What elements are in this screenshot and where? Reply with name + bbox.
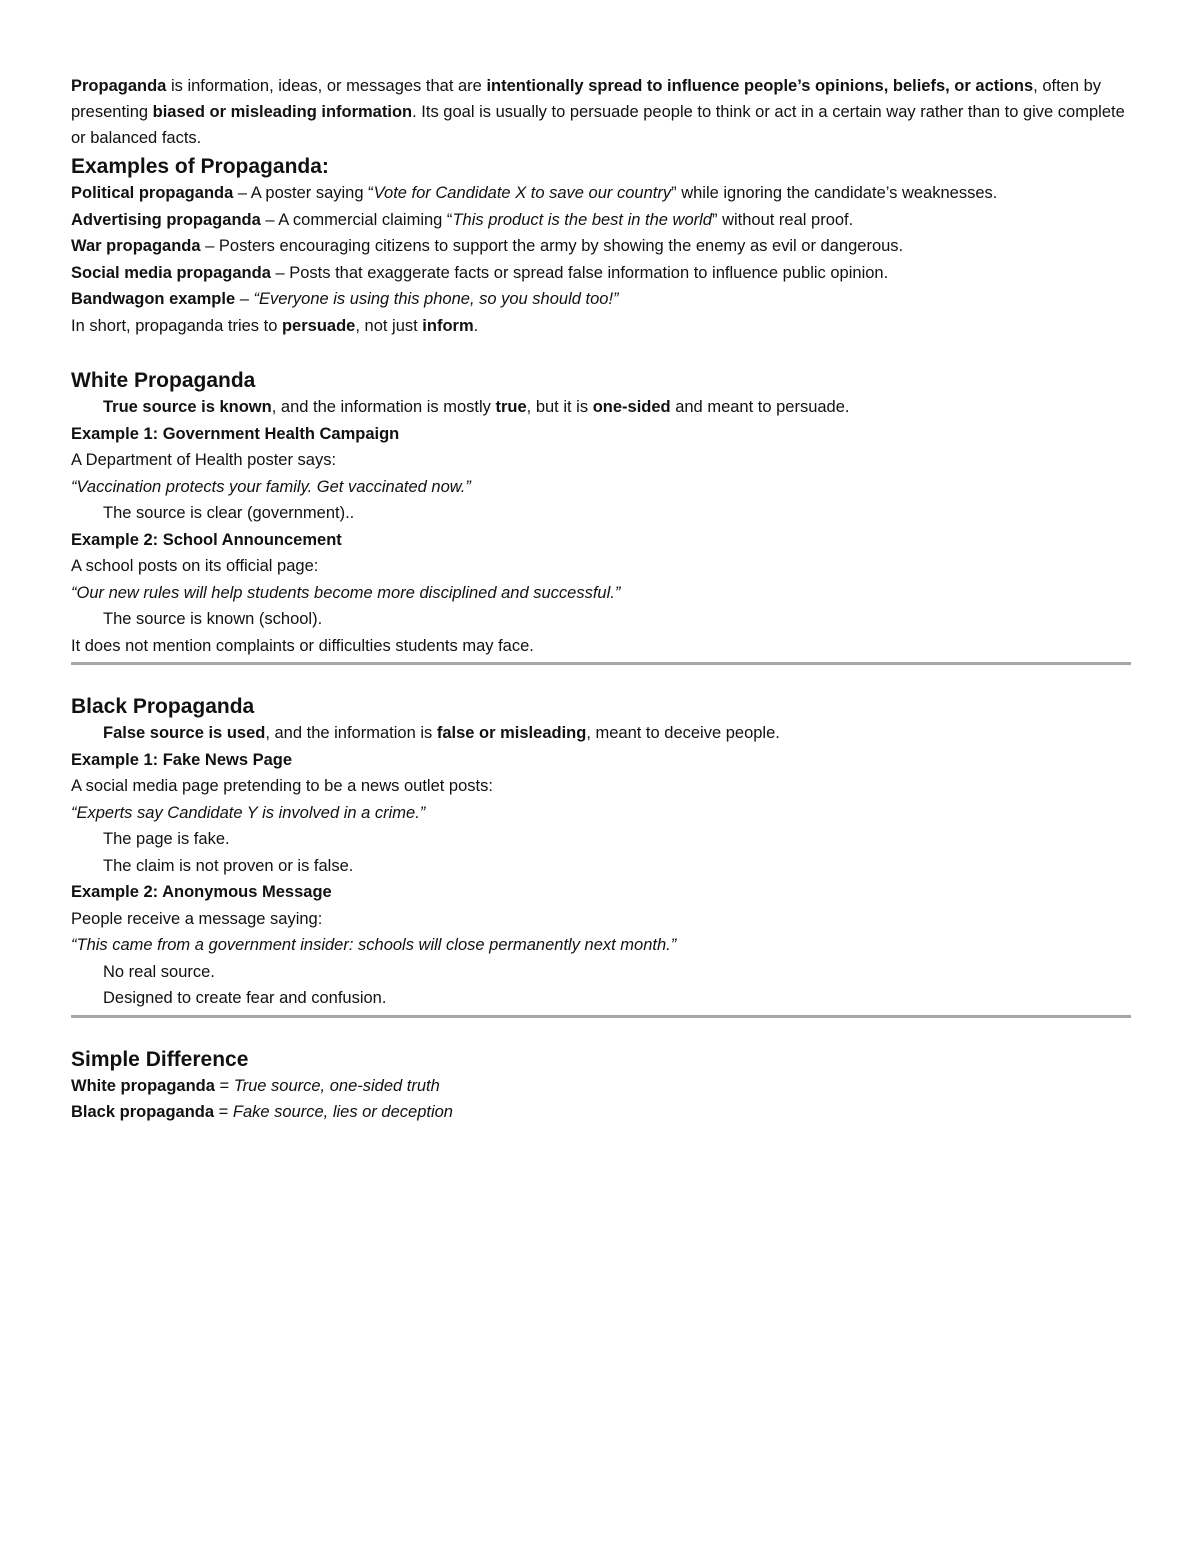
intro-text: , often by presenting xyxy=(71,77,1102,121)
example-label: Bandwagon example xyxy=(71,290,236,308)
white-propaganda-heading: White Propaganda xyxy=(71,369,256,392)
intro-emphasis: biased or misleading information xyxy=(152,103,413,121)
summary-text: , not just xyxy=(355,316,423,335)
definition-emphasis: False source is used xyxy=(103,724,266,742)
term-propaganda: Propaganda xyxy=(71,77,167,95)
intro-text: is information, ideas, or messages that are xyxy=(166,77,487,95)
definition-text: , meant to deceive people. xyxy=(586,724,780,742)
difference-white xyxy=(71,1073,1131,1100)
summary-text: In short, propaganda tries to xyxy=(71,316,282,335)
white-example1-quote xyxy=(71,474,1131,501)
black-propaganda-heading: Black Propaganda xyxy=(71,695,255,718)
difference-equals: = xyxy=(214,1103,233,1121)
example-quote: This product is the best in the world xyxy=(452,210,712,229)
intro-text: Its goal is usually to persuade people to think or act in a certain way rather than to give complete or balanced facts. xyxy=(71,103,1125,147)
summary-line xyxy=(71,313,1131,340)
black-example1-title xyxy=(71,747,1131,774)
example-text: ” without real proof. xyxy=(711,210,854,229)
example-political xyxy=(71,180,1131,207)
examples-heading: Examples of Propaganda: xyxy=(71,155,329,178)
summary-text: . xyxy=(473,316,479,335)
example-title: Example 2: Anonymous Message xyxy=(71,883,332,901)
white-definition xyxy=(71,394,1131,421)
difference-value: Fake source, lies or deception xyxy=(232,1103,453,1121)
definition-emphasis: True source is known xyxy=(103,398,272,416)
white-example1-note: The source is clear (government).. xyxy=(103,504,355,522)
example-social-media xyxy=(71,260,1131,287)
example-advertising xyxy=(71,207,1131,234)
white-example2-title xyxy=(71,527,1131,554)
definition-text: and meant to persuade. xyxy=(670,398,850,416)
definition-emphasis: false or misleading xyxy=(436,724,587,742)
definition-emphasis: one-sided xyxy=(592,398,671,416)
black-example1-note: The page is fake. xyxy=(103,830,230,848)
intro-text: . xyxy=(412,103,422,121)
definition-text: , and the information is xyxy=(265,724,437,742)
spacer xyxy=(71,1018,1131,1044)
black-example2-note: No real source. xyxy=(103,962,215,981)
definition-text: , and the information is mostly xyxy=(271,398,496,416)
example-text: – Posts that exaggerate facts or spread false information to influence public opinion. xyxy=(270,263,889,282)
black-example1-note: The claim is not proven or is false. xyxy=(103,856,354,875)
definition-emphasis: true xyxy=(495,398,527,416)
example-title: Example 2: School Announcement xyxy=(71,530,342,549)
intro-emphasis: intentionally spread to influence people’s opinions, beliefs, or actions xyxy=(486,77,1034,95)
black-example1-quote xyxy=(71,800,1131,827)
example-bandwagon xyxy=(71,286,1131,313)
difference-label: White propaganda xyxy=(71,1076,215,1095)
white-example2-quote xyxy=(71,580,1131,607)
summary-emphasis: inform xyxy=(422,316,474,335)
simple-difference-heading: Simple Difference xyxy=(71,1047,249,1071)
difference-black xyxy=(71,1099,1131,1126)
spacer xyxy=(71,665,1131,691)
document-body xyxy=(71,73,1131,1126)
example-text: – xyxy=(235,290,254,308)
definition-text: , but it is xyxy=(526,398,593,416)
example-text: – Posters encouraging citizens to support the army by showing the enemy as evil or dangerous. xyxy=(200,237,904,255)
difference-value: True source, one-sided truth xyxy=(233,1076,440,1095)
white-example1-line: A Department of Health poster says: xyxy=(71,451,337,469)
example-quote: “Everyone is using this phone, so you should too!” xyxy=(253,290,619,308)
black-example2-quote xyxy=(71,932,1131,959)
example-quote: Vote for Candidate X to save our country xyxy=(373,184,672,202)
summary-emphasis: persuade xyxy=(281,316,356,335)
example-label: Political propaganda xyxy=(71,184,234,202)
example-text: ” while ignoring the candidate’s weaknesses. xyxy=(671,184,998,202)
intro-paragraph xyxy=(71,73,1131,151)
black-example2-note: Designed to create fear and confusion. xyxy=(103,989,387,1007)
example-text: – A poster saying “ xyxy=(233,184,374,202)
white-example2-tail: It does not mention complaints or difficulties students may face. xyxy=(71,636,534,655)
black-definition xyxy=(71,720,1131,747)
white-example2-note: The source is known (school). xyxy=(103,610,323,628)
black-example2-line: People receive a message saying: xyxy=(71,909,323,928)
example-label: Advertising propaganda xyxy=(71,210,261,229)
black-example1-line: A social media page pretending to be a news outlet posts: xyxy=(71,777,493,795)
example-war xyxy=(71,233,1131,260)
difference-equals: = xyxy=(214,1076,234,1095)
example-quote: “Experts say Candidate Y is involved in a crime.” xyxy=(71,803,426,822)
black-example2-title xyxy=(71,879,1131,906)
example-title: Example 1: Government Health Campaign xyxy=(71,424,400,443)
difference-label: Black propaganda xyxy=(71,1103,215,1121)
example-text: – A commercial claiming “ xyxy=(260,210,453,229)
white-example2-line: A school posts on its official page: xyxy=(71,557,319,575)
example-label: War propaganda xyxy=(71,237,201,255)
example-label: Social media propaganda xyxy=(71,263,271,282)
white-example1-title xyxy=(71,421,1131,448)
example-quote: “Our new rules will help students become more disciplined and successful.” xyxy=(71,583,621,602)
example-quote: “Vaccination protects your family. Get vaccinated now.” xyxy=(71,477,471,496)
example-title: Example 1: Fake News Page xyxy=(71,750,293,769)
spacer xyxy=(71,339,1131,365)
example-quote: “This came from a government insider: schools will close permanently next month.” xyxy=(71,936,677,954)
